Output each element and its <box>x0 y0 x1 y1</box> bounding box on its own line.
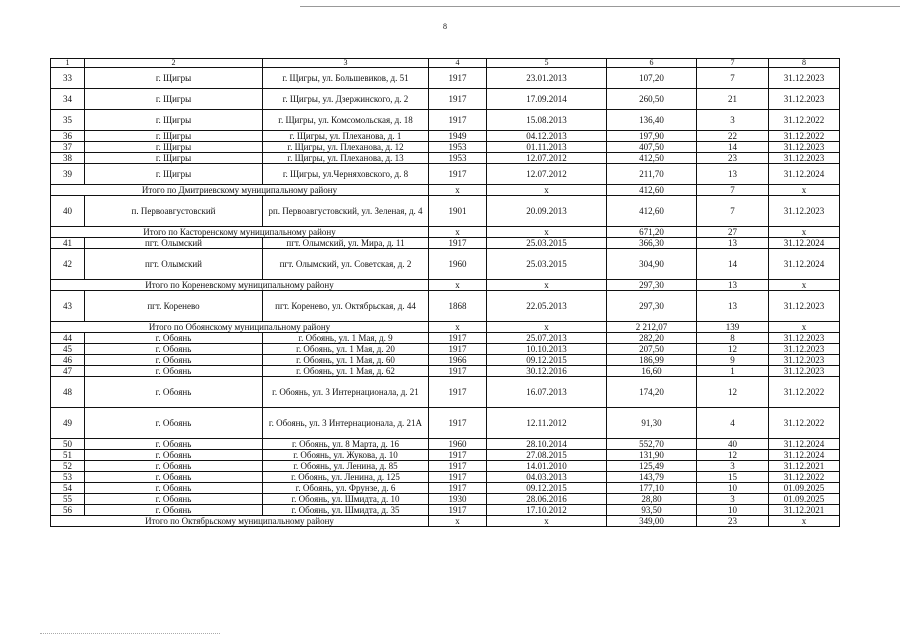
header-cell: 8 <box>769 59 840 68</box>
row-number-cell: 54 <box>51 483 85 494</box>
row-number-cell: 47 <box>51 366 85 377</box>
address-cell: г. Обоянь, ул. 3 Интернационала, д. 21 <box>263 377 429 408</box>
locality-cell: г. Щигры <box>85 68 263 89</box>
address-cell: г. Обоянь, ул. Шмидта, д. 10 <box>263 494 429 505</box>
date-cell: 28.06.2016 <box>487 494 607 505</box>
area-cell: 16,60 <box>607 366 697 377</box>
count-cell: 27 <box>697 227 769 238</box>
address-cell: г. Обоянь, ул. 1 Мая, д. 20 <box>263 344 429 355</box>
year-cell: 1917 <box>429 164 487 185</box>
district-total-row <box>51 185 840 196</box>
count-cell: 12 <box>697 344 769 355</box>
count-cell: 15 <box>697 472 769 483</box>
row-number-cell: 39 <box>51 164 85 185</box>
area-cell: 177,10 <box>607 483 697 494</box>
locality-cell: г. Щигры <box>85 110 263 131</box>
date-cell: 30.12.2016 <box>487 366 607 377</box>
year-cell: 1917 <box>429 366 487 377</box>
table-row <box>51 408 840 439</box>
year-cell: 1917 <box>429 505 487 516</box>
year-cell: 1917 <box>429 461 487 472</box>
count-cell: 14 <box>697 142 769 153</box>
locality-cell: г. Обоянь <box>85 505 263 516</box>
deadline-cell: 31.12.2022 <box>769 472 840 483</box>
deadline-cell: 31.12.2023 <box>769 344 840 355</box>
address-cell: рп. Первоавгустовский, ул. Зеленая, д. 4 <box>263 196 429 227</box>
table-row <box>51 291 840 322</box>
header-cell: 5 <box>487 59 607 68</box>
locality-cell: п. Первоавгустовский <box>85 196 263 227</box>
count-cell: 1 <box>697 366 769 377</box>
year-cell: 1917 <box>429 89 487 110</box>
scan-bottom-mark <box>40 633 220 635</box>
row-number-cell: 44 <box>51 333 85 344</box>
year-cell: 1917 <box>429 344 487 355</box>
locality-cell: пгт. Коренево <box>85 291 263 322</box>
table-row <box>51 505 840 516</box>
count-cell: 13 <box>697 280 769 291</box>
header-cell: 1 <box>51 59 85 68</box>
address-cell: г. Щигры, ул. Большевиков, д. 51 <box>263 68 429 89</box>
area-cell: 260,50 <box>607 89 697 110</box>
date-cell: 16.07.2013 <box>487 377 607 408</box>
district-total-row <box>51 516 840 527</box>
table-row <box>51 344 840 355</box>
deadline-cell: 31.12.2022 <box>769 377 840 408</box>
date-cell: 12.11.2012 <box>487 408 607 439</box>
year-cell: 1917 <box>429 333 487 344</box>
row-number-cell: 34 <box>51 89 85 110</box>
deadline-cell: 31.12.2023 <box>769 196 840 227</box>
deadline-cell: 31.12.2023 <box>769 291 840 322</box>
year-cell: 1930 <box>429 494 487 505</box>
locality-cell: г. Щигры <box>85 131 263 142</box>
deadline-cell: x <box>769 227 840 238</box>
district-total-row <box>51 227 840 238</box>
count-cell: 12 <box>697 450 769 461</box>
count-cell: 8 <box>697 333 769 344</box>
total-label: Итого по Обоянскому муниципальному району <box>51 322 429 333</box>
address-cell: г. Обоянь, ул. Фрунзе, д. 6 <box>263 483 429 494</box>
address-cell: г. Обоянь, ул. 8 Марта, д. 16 <box>263 439 429 450</box>
count-cell: 3 <box>697 110 769 131</box>
year-cell: x <box>429 227 487 238</box>
header-cell: 6 <box>607 59 697 68</box>
deadline-cell: 31.12.2021 <box>769 461 840 472</box>
table-row <box>51 142 840 153</box>
deadline-cell: 31.12.2023 <box>769 89 840 110</box>
address-cell: пгт. Олымский, ул. Мира, д. 11 <box>263 238 429 249</box>
year-cell: 1917 <box>429 450 487 461</box>
locality-cell: г. Щигры <box>85 164 263 185</box>
area-cell: 297,30 <box>607 291 697 322</box>
area-cell: 143,79 <box>607 472 697 483</box>
header-cell: 7 <box>697 59 769 68</box>
row-number-cell: 40 <box>51 196 85 227</box>
count-cell: 13 <box>697 291 769 322</box>
area-cell: 304,90 <box>607 249 697 280</box>
locality-cell: пгт. Олымский <box>85 249 263 280</box>
deadline-cell: 01.09.2025 <box>769 483 840 494</box>
year-cell: 1917 <box>429 408 487 439</box>
count-cell: 7 <box>697 68 769 89</box>
area-cell: 366,30 <box>607 238 697 249</box>
date-cell: 09.12.2015 <box>487 483 607 494</box>
deadline-cell: 31.12.2023 <box>769 333 840 344</box>
address-cell: г. Щигры, ул.Черняховского, д. 8 <box>263 164 429 185</box>
address-cell: г. Обоянь, ул. Ленина, д. 125 <box>263 472 429 483</box>
address-cell: г. Щигры, ул. Плеханова, д. 13 <box>263 153 429 164</box>
locality-cell: г. Обоянь <box>85 483 263 494</box>
table-row <box>51 333 840 344</box>
address-cell: г. Щигры, ул. Комсомольская, д. 18 <box>263 110 429 131</box>
locality-cell: г. Обоянь <box>85 355 263 366</box>
area-cell: 186,99 <box>607 355 697 366</box>
date-cell: x <box>487 185 607 196</box>
date-cell: 28.10.2014 <box>487 439 607 450</box>
row-number-cell: 52 <box>51 461 85 472</box>
date-cell: 20.09.2013 <box>487 196 607 227</box>
row-number-cell: 48 <box>51 377 85 408</box>
scan-top-line <box>300 6 900 7</box>
row-number-cell: 41 <box>51 238 85 249</box>
address-cell: г. Щигры, ул. Плеханова, д. 12 <box>263 142 429 153</box>
table-row <box>51 89 840 110</box>
address-cell: г. Щигры, ул. Дзержинского, д. 2 <box>263 89 429 110</box>
deadline-cell: x <box>769 280 840 291</box>
year-cell: 1917 <box>429 238 487 249</box>
area-cell: 349,00 <box>607 516 697 527</box>
locality-cell: г. Щигры <box>85 153 263 164</box>
locality-cell: г. Обоянь <box>85 408 263 439</box>
table-row <box>51 164 840 185</box>
deadline-cell: 31.12.2023 <box>769 68 840 89</box>
date-cell: 25.03.2015 <box>487 238 607 249</box>
table-row <box>51 461 840 472</box>
date-cell: 22.05.2013 <box>487 291 607 322</box>
area-cell: 93,50 <box>607 505 697 516</box>
row-number-cell: 56 <box>51 505 85 516</box>
table-row <box>51 196 840 227</box>
locality-cell: г. Обоянь <box>85 344 263 355</box>
deadline-cell: 31.12.2024 <box>769 450 840 461</box>
area-cell: 2 212,07 <box>607 322 697 333</box>
year-cell: 1917 <box>429 110 487 131</box>
count-cell: 21 <box>697 89 769 110</box>
table-body <box>51 68 840 527</box>
date-cell: 17.10.2012 <box>487 505 607 516</box>
deadline-cell: 31.12.2024 <box>769 249 840 280</box>
district-total-row <box>51 280 840 291</box>
area-cell: 131,90 <box>607 450 697 461</box>
year-cell: x <box>429 280 487 291</box>
deadline-cell: 01.09.2025 <box>769 494 840 505</box>
date-cell: 15.08.2013 <box>487 110 607 131</box>
locality-cell: г. Обоянь <box>85 450 263 461</box>
date-cell: 12.07.2012 <box>487 164 607 185</box>
address-cell: г. Обоянь, ул. 1 Мая, д. 9 <box>263 333 429 344</box>
date-cell: 14.01.2010 <box>487 461 607 472</box>
row-number-cell: 53 <box>51 472 85 483</box>
row-number-cell: 33 <box>51 68 85 89</box>
table-row <box>51 238 840 249</box>
table-row <box>51 131 840 142</box>
address-cell: г. Обоянь, ул. 3 Интернационала, д. 21А <box>263 408 429 439</box>
year-cell: 1960 <box>429 439 487 450</box>
date-cell: 23.01.2013 <box>487 68 607 89</box>
table-row <box>51 110 840 131</box>
table-row <box>51 355 840 366</box>
area-cell: 412,60 <box>607 185 697 196</box>
deadline-cell: x <box>769 516 840 527</box>
date-cell: 09.12.2015 <box>487 355 607 366</box>
year-cell: 1917 <box>429 472 487 483</box>
year-cell: 1917 <box>429 377 487 408</box>
area-cell: 412,50 <box>607 153 697 164</box>
locality-cell: г. Обоянь <box>85 461 263 472</box>
count-cell: 7 <box>697 185 769 196</box>
row-number-cell: 50 <box>51 439 85 450</box>
count-cell: 13 <box>697 238 769 249</box>
table-row <box>51 483 840 494</box>
address-cell: г. Обоянь, ул. Шмидта, д. 35 <box>263 505 429 516</box>
deadline-cell: 31.12.2021 <box>769 505 840 516</box>
table-row <box>51 366 840 377</box>
area-cell: 552,70 <box>607 439 697 450</box>
table-row <box>51 450 840 461</box>
year-cell: 1868 <box>429 291 487 322</box>
deadline-cell: x <box>769 185 840 196</box>
date-cell: x <box>487 227 607 238</box>
deadline-cell: 31.12.2024 <box>769 164 840 185</box>
total-label: Итого по Касторенскому муниципальному району <box>51 227 429 238</box>
area-cell: 211,70 <box>607 164 697 185</box>
area-cell: 125,49 <box>607 461 697 472</box>
area-cell: 412,60 <box>607 196 697 227</box>
table-row <box>51 153 840 164</box>
locality-cell: г. Обоянь <box>85 377 263 408</box>
deadline-cell: 31.12.2023 <box>769 153 840 164</box>
address-cell: г. Обоянь, ул. Жукова, д. 10 <box>263 450 429 461</box>
table-row <box>51 494 840 505</box>
area-cell: 297,30 <box>607 280 697 291</box>
date-cell: 25.07.2013 <box>487 333 607 344</box>
locality-cell: г. Обоянь <box>85 494 263 505</box>
date-cell: 01.11.2013 <box>487 142 607 153</box>
date-cell: 12.07.2012 <box>487 153 607 164</box>
count-cell: 3 <box>697 494 769 505</box>
locality-cell: г. Щигры <box>85 142 263 153</box>
area-cell: 407,50 <box>607 142 697 153</box>
date-cell: x <box>487 322 607 333</box>
year-cell: x <box>429 516 487 527</box>
row-number-cell: 36 <box>51 131 85 142</box>
area-cell: 282,20 <box>607 333 697 344</box>
count-cell: 40 <box>697 439 769 450</box>
year-cell: 1917 <box>429 68 487 89</box>
year-cell: 1966 <box>429 355 487 366</box>
total-label: Итого по Кореневскому муниципальному району <box>51 280 429 291</box>
year-cell: 1960 <box>429 249 487 280</box>
address-cell: пгт. Олымский, ул. Советская, д. 2 <box>263 249 429 280</box>
row-number-cell: 45 <box>51 344 85 355</box>
row-number-cell: 46 <box>51 355 85 366</box>
table-row <box>51 377 840 408</box>
year-cell: 1901 <box>429 196 487 227</box>
count-cell: 10 <box>697 483 769 494</box>
date-cell: 04.12.2013 <box>487 131 607 142</box>
locality-cell: пгт. Олымский <box>85 238 263 249</box>
row-number-cell: 35 <box>51 110 85 131</box>
count-cell: 10 <box>697 505 769 516</box>
date-cell: x <box>487 280 607 291</box>
total-label: Итого по Дмитриевскому муниципальному району <box>51 185 429 196</box>
locality-cell: г. Обоянь <box>85 366 263 377</box>
row-number-cell: 51 <box>51 450 85 461</box>
year-cell: x <box>429 322 487 333</box>
year-cell: x <box>429 185 487 196</box>
area-cell: 174,20 <box>607 377 697 408</box>
housing-registry-table <box>50 58 840 527</box>
deadline-cell: 31.12.2022 <box>769 408 840 439</box>
count-cell: 14 <box>697 249 769 280</box>
locality-cell: г. Обоянь <box>85 472 263 483</box>
area-cell: 28,80 <box>607 494 697 505</box>
year-cell: 1949 <box>429 131 487 142</box>
row-number-cell: 49 <box>51 408 85 439</box>
district-total-row <box>51 322 840 333</box>
address-cell: г. Обоянь, ул. 1 Мая, д. 62 <box>263 366 429 377</box>
count-cell: 12 <box>697 377 769 408</box>
row-number-cell: 37 <box>51 142 85 153</box>
address-cell: пгт. Коренево, ул. Октябрьская, д. 44 <box>263 291 429 322</box>
total-label: Итого по Октябрьскому муниципальному району <box>51 516 429 527</box>
column-number-header <box>51 59 840 68</box>
deadline-cell: 31.12.2023 <box>769 142 840 153</box>
area-cell: 207,50 <box>607 344 697 355</box>
deadline-cell: 31.12.2024 <box>769 439 840 450</box>
header-cell: 3 <box>263 59 429 68</box>
area-cell: 91,30 <box>607 408 697 439</box>
deadline-cell: 31.12.2022 <box>769 110 840 131</box>
row-number-cell: 55 <box>51 494 85 505</box>
address-cell: г. Обоянь, ул. Ленина, д. 85 <box>263 461 429 472</box>
deadline-cell: x <box>769 322 840 333</box>
address-cell: г. Обоянь, ул. 1 Мая, д. 60 <box>263 355 429 366</box>
date-cell: 27.08.2015 <box>487 450 607 461</box>
date-cell: 25.03.2015 <box>487 249 607 280</box>
count-cell: 7 <box>697 196 769 227</box>
count-cell: 139 <box>697 322 769 333</box>
count-cell: 9 <box>697 355 769 366</box>
count-cell: 22 <box>697 131 769 142</box>
deadline-cell: 31.12.2022 <box>769 131 840 142</box>
year-cell: 1953 <box>429 142 487 153</box>
count-cell: 13 <box>697 164 769 185</box>
date-cell: 17.09.2014 <box>487 89 607 110</box>
table-row <box>51 249 840 280</box>
deadline-cell: 31.12.2023 <box>769 355 840 366</box>
deadline-cell: 31.12.2024 <box>769 238 840 249</box>
count-cell: 3 <box>697 461 769 472</box>
row-number-cell: 38 <box>51 153 85 164</box>
header-cell: 2 <box>85 59 263 68</box>
count-cell: 23 <box>697 153 769 164</box>
area-cell: 136,40 <box>607 110 697 131</box>
locality-cell: г. Обоянь <box>85 333 263 344</box>
address-cell: г. Щигры, ул. Плеханова, д. 1 <box>263 131 429 142</box>
date-cell: 04.03.2013 <box>487 472 607 483</box>
table-row <box>51 472 840 483</box>
deadline-cell: 31.12.2023 <box>769 366 840 377</box>
count-cell: 4 <box>697 408 769 439</box>
locality-cell: г. Обоянь <box>85 439 263 450</box>
count-cell: 23 <box>697 516 769 527</box>
area-cell: 197,90 <box>607 131 697 142</box>
row-number-cell: 42 <box>51 249 85 280</box>
table-row <box>51 68 840 89</box>
area-cell: 107,20 <box>607 68 697 89</box>
area-cell: 671,20 <box>607 227 697 238</box>
date-cell: x <box>487 516 607 527</box>
locality-cell: г. Щигры <box>85 89 263 110</box>
date-cell: 10.10.2013 <box>487 344 607 355</box>
header-cell: 4 <box>429 59 487 68</box>
year-cell: 1917 <box>429 483 487 494</box>
page-number: 8 <box>443 22 447 31</box>
year-cell: 1953 <box>429 153 487 164</box>
table-row <box>51 439 840 450</box>
row-number-cell: 43 <box>51 291 85 322</box>
